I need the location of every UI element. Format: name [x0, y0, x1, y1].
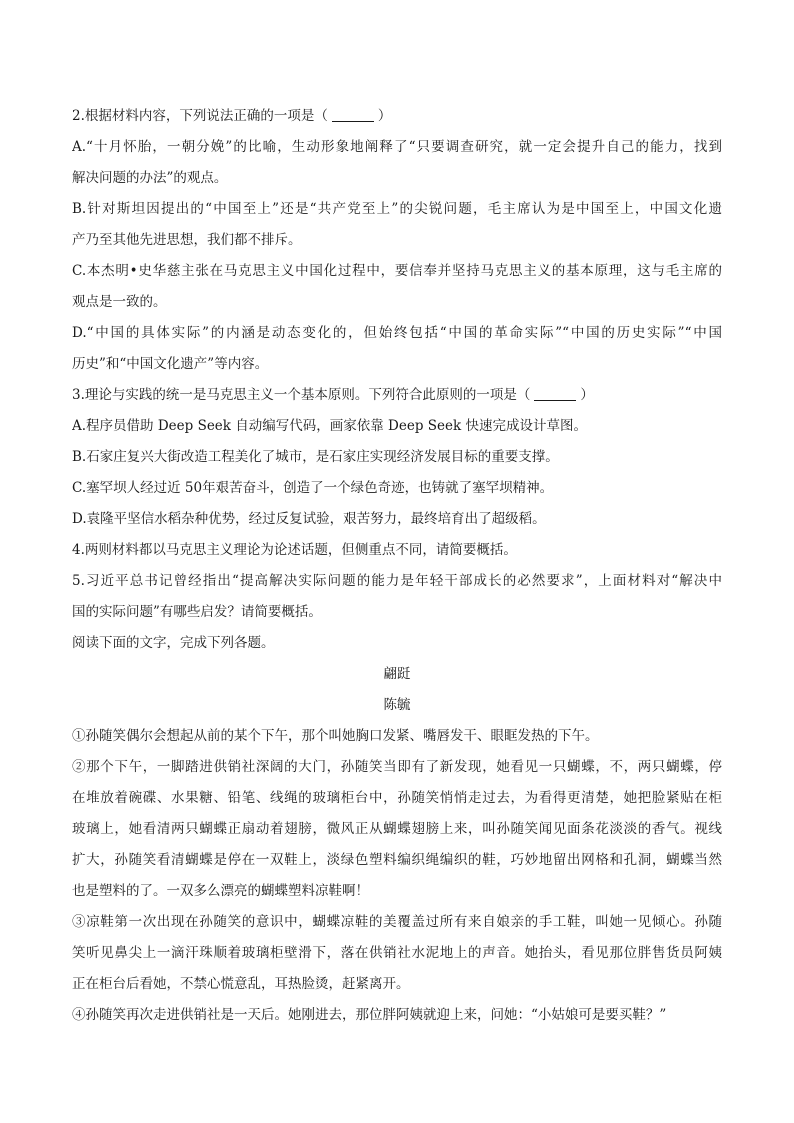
story-paragraph-2-cont: 也是塑料的了。一双多么漂亮的蝴蝶塑料凉鞋啊！ — [72, 883, 369, 899]
q3-option-a: A.程序员借助 Deep Seek 自动编写代码，画家依靠 Deep Seek 快速完成设计草图。 — [72, 418, 587, 434]
story-paragraph-4: ④孙随笑再次走进供销社是一天后。她刚进去，那位胖阿姨就迎上来，问她：“小姑娘可是要买鞋？” — [72, 1007, 667, 1023]
story-paragraph-2-cont: 扩大，孙随笑看清蝴蝶是停在一双鞋上，淡绿色塑料编织绳编织的鞋，巧妙地留出网格和孔洞，蝴蝶当然 — [72, 852, 722, 868]
story-paragraph-3-cont: 正在柜台后看她，不禁心慌意乱，耳热脸烫，赶紧离开。 — [72, 976, 410, 992]
q2-option-b-cont: 产乃至其他先进思想，我们都不排斥。 — [72, 232, 302, 248]
reading-instruction: 阅读下面的文字，完成下列各题。 — [72, 635, 275, 651]
story-author: 陈毓 — [383, 697, 411, 713]
answer-blank[interactable] — [332, 107, 374, 122]
story-paragraph-3-cont: 笑听见鼻尖上一滴汗珠顺着玻璃柜壁滑下，落在供销社水泥地上的声音。她抬头，看见那位胖售货员阿姨 — [72, 945, 722, 961]
story-paragraph-2-cont: 在堆放着碗碟、水果糖、铅笔、线绳的玻璃柜台中，孙随笑悄悄走过去，为看得更清楚，她把脸紧贴在柜 — [72, 790, 722, 806]
answer-blank[interactable] — [534, 386, 576, 401]
question-5: 5.习近平总书记曾经指出“提高解决实际问题的能力是年轻干部成长的必然要求”，上面材料对“解决中 — [72, 573, 722, 589]
story-paragraph-3: ③凉鞋第一次出现在孙随笑的意识中，蝴蝶凉鞋的美覆盖过所有来自娘亲的手工鞋，叫她一见倾心。孙随 — [72, 914, 722, 930]
q3-option-d: D.袁隆平坚信水稻杂种优势，经过反复试验，艰苦努力，最终培育出了超级稻。 — [72, 511, 546, 527]
q2-option-b: B.针对斯坦因提出的“中国至上”还是“共产党至上”的尖锐问题，毛主席认为是中国至上，中国文化遗 — [72, 201, 722, 217]
q2-option-a: A.“十月怀胎，一朝分娩”的比喻，生动形象地阐释了“只要调查研究，就一定会提升自己的能力，找到 — [72, 139, 722, 155]
q3-option-b: B.石家庄复兴大街改造工程美化了城市，是石家庄实现经济发展目标的重要支撑。 — [72, 449, 559, 465]
story-paragraph-2: ②那个下午，一脚踏进供销社深阔的大门，孙随笑当即有了新发现，她看见一只蝴蝶，不，两只蝴蝶，停 — [72, 759, 722, 775]
question-4: 4.两则材料都以马克思主义理论为论述话题，但侧重点不同，请简要概括。 — [72, 542, 517, 558]
story-paragraph-2-cont: 玻璃上，她看清两只蝴蝶正扇动着翅膀，微风正从蝴蝶翅膀上来，叫孙随笑闻见面条花淡淡的香气。视线 — [72, 821, 722, 837]
question-5-cont: 国的实际问题”有哪些启发？请简要概括。 — [72, 604, 322, 620]
q2-option-a-cont: 解决问题的办法”的观点。 — [72, 170, 228, 186]
story-paragraph-1: ①孙随笑偶尔会想起从前的某个下午，那个叫她胸口发紧、嘴唇发干、眼眶发热的下午。 — [72, 728, 599, 744]
question-3-stem: 3.理论与实践的统一是马克思主义一个基本原则。下列符合此原则的一项是（ ） — [72, 387, 594, 403]
q2-option-d-cont: 历史”和“中国文化遗产”等内容。 — [72, 356, 269, 372]
document-page — [72, 101, 722, 1031]
question-2-stem: 2.根据材料内容，下列说法正确的一项是（ ） — [72, 108, 392, 124]
q2-option-c: C.本杰明•史华慈主张在马克思主义中国化过程中，要信奉并坚持马克思主义的基本原理，这与毛主席的 — [72, 263, 722, 279]
q2-option-c-cont: 观点是一致的。 — [72, 294, 167, 310]
q2-option-d: D.“中国的具体实际”的内涵是动态变化的，但始终包括“中国的革命实际”“中国的历史实际”“中国 — [72, 325, 722, 341]
q3-option-c: C.塞罕坝人经过近 50年艰苦奋斗，创造了一个绿色奇迹，也铸就了塞罕坝精神。 — [72, 480, 554, 496]
story-title: 翩跹 — [383, 666, 411, 682]
